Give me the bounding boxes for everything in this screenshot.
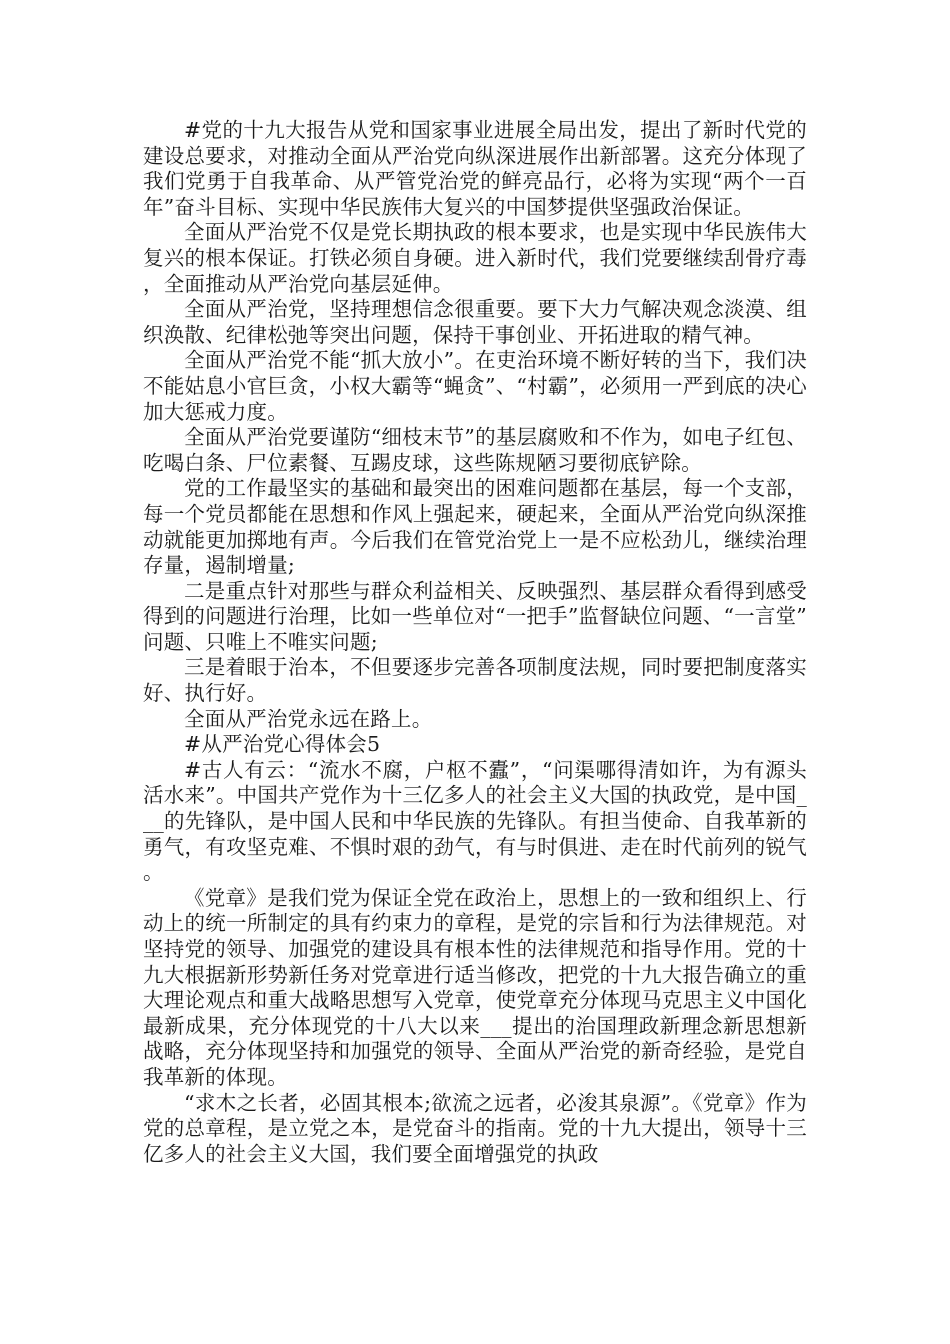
paragraph-12: 《党章》是我们党为保证全党在政治上，思想上的一致和组织上、行动上的统一所制定的具有约束力的章程，是党的宗旨和行为法律规范。对坚持党的领导、加强党的建设具有根本性的法律规范和指导作用。党的十九大根据新形势新任务对党章进行适当修改，把党的十九大报告确立的重大理论观点和重大战略思想写入党章，使党章充分体现马克思主义中国化最新成果，充分体现党的十八大以来___提出的治国理政新理念新思想新战略，充分体现坚持和加强党的领导、全面从严治党的新奇经验，是党自我革新的体现。 xyxy=(143,885,807,1089)
paragraph-13: “求木之长者，必固其根本;欲流之远者，必浚其泉源”。《党章》作为党的总章程，是立党之本，是党奋斗的指南。党的十九大提出，领导十三亿多人的社会主义大国，我们要全面增强党的执政 xyxy=(143,1090,807,1166)
document-body xyxy=(143,118,807,1167)
paragraph-6: 党的工作最坚实的基础和最突出的困难问题都在基层，每一个支部，每一个党员都能在思想和作风上强起来，硬起来，全面从严治党向纵深推动就能更加掷地有声。今后我们在管党治党上一是不应松劲儿，继续治理存量，遏制增量; xyxy=(143,476,807,578)
section-heading: #从严治党心得体会5 xyxy=(184,732,381,757)
paragraph-2: 全面从严治党不仅是党长期执政的根本要求，也是实现中华民族伟大复兴的根本保证。打铁必须自身硬。进入新时代，我们党要继续刮骨疗毒，全面推动从严治党向基层延伸。 xyxy=(143,220,807,296)
paragraph-8: 三是着眼于治本，不但要逐步完善各项制度法规，同时要把制度落实好、执行好。 xyxy=(143,655,807,706)
paragraph-7: 二是重点针对那些与群众利益相关、反映强烈、基层群众看得到感受得到的问题进行治理，比如一些单位对“一把手”监督缺位问题、“一言堂”问题、只唯上不唯实问题; xyxy=(143,578,807,654)
paragraph-9: 全面从严治党永远在路上。 xyxy=(184,706,433,731)
paragraph-5: 全面从严治党要谨防“细枝末节”的基层腐败和不作为，如电子红包、吃喝白条、尸位素餐、互踢皮球，这些陈规陋习要彻底铲除。 xyxy=(143,425,807,475)
paragraph-11: #古人有云：“流水不腐，户枢不蠹”，“问渠哪得清如许，为有源头活水来”。中国共产党作为十三亿多人的社会主义大国的执政党，是中国___的先锋队，是中国人民和中华民族的先锋队。有担当使命、自我革新的勇气，有攻坚克难、不惧时艰的劲气，有与时俱进、走在时代前列的锐气。 xyxy=(143,757,807,885)
paragraph-4: 全面从严治党不能“抓大放小”。在吏治环境不断好转的当下，我们决不能姑息小官巨贪，小权大霸等“蝇贪”、“村霸”，必须用一严到底的决心加大惩戒力度。 xyxy=(143,348,807,424)
paragraph-1: #党的十九大报告从党和国家事业进展全局出发，提出了新时代党的建设总要求，对推动全面从严治党向纵深进展作出新部署。这充分体现了我们党勇于自我革命、从严管党治党的鲜亮品行，必将为实现“两个一百年”奋斗目标、实现中华民族伟大复兴的中国梦提供坚强政治保证。 xyxy=(143,118,807,219)
paragraph-3: 全面从严治党，坚持理想信念很重要。要下大力气解决观念淡漠、组织涣散、纪律松弛等突出问题，保持干事创业、开拓进取的精气神。 xyxy=(143,297,807,347)
